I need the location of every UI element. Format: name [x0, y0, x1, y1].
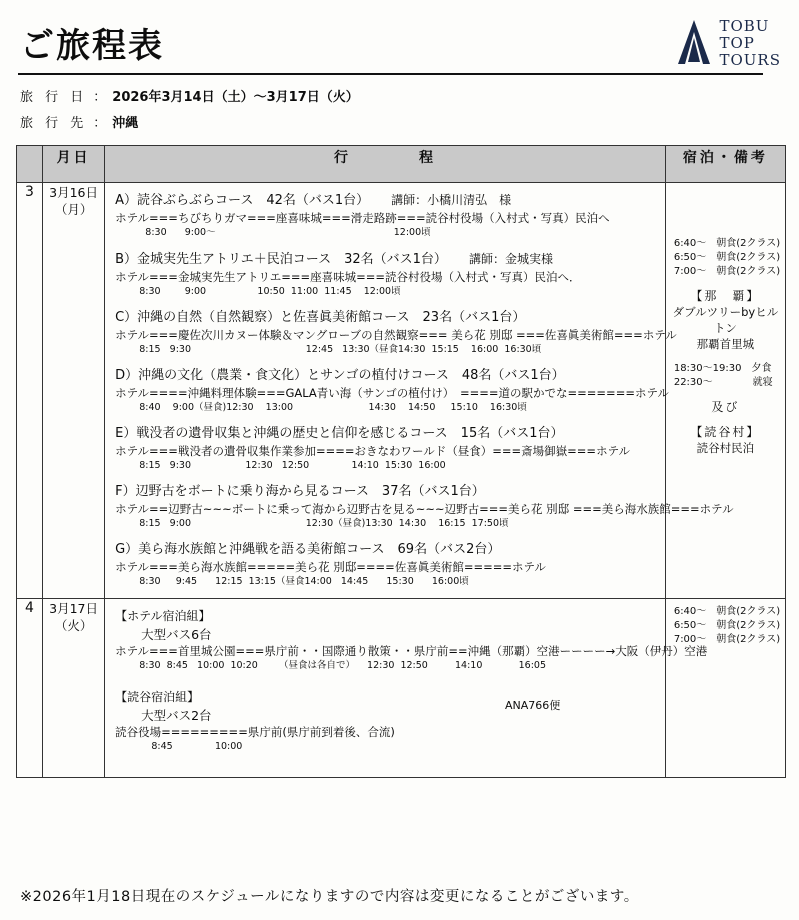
trip-date-label: 旅 行 日: [20, 90, 88, 105]
course-a-teacher: 講師：小橋川清弘 様: [391, 193, 512, 207]
yomitan-heading: 【読谷村】: [690, 425, 761, 439]
notes-spacer-top3: [670, 221, 781, 237]
course-g-times: 8:30 9:45 12:15 13:15（昼食14:00 14:45 15:30 16:00頃: [115, 576, 469, 587]
breakfast-time-3: 7:00～ 朝食(2クラス): [673, 634, 781, 645]
logo-line-1: TOBU: [719, 17, 770, 35]
breakfast-times: [670, 237, 781, 279]
course-e-times: 8:15 9:30 12:30 12:50 14:10 15:30 16:00: [115, 460, 446, 471]
trip-dest-label: 旅 行 先: [20, 116, 88, 131]
trip-date-row: [20, 85, 785, 111]
logo-wordmark: [719, 18, 781, 69]
bedtime: 22:30～ 就寝: [673, 377, 773, 388]
dinner-time: 18:30～19:30 夕食: [673, 363, 772, 374]
col-header-notes: 宿泊・備考: [665, 146, 785, 183]
course-a-route: ホテル===ちびちりガマ===座喜味城===滑走路跡===読谷村役場（入村式・写真）民泊へ: [115, 211, 610, 225]
course-f: [115, 483, 734, 530]
and-block: [670, 400, 781, 415]
trip-date-sep: ：: [93, 90, 107, 105]
course-a-title: [115, 191, 659, 210]
col-header-index: [17, 146, 43, 183]
course-b: [115, 250, 659, 298]
course-c-title: [115, 309, 659, 327]
course-d: [115, 367, 669, 414]
course-d-title-text: D）沖縄の文化（農業・食文化）とサンゴの植付けコース 48名（バス1台）: [115, 368, 565, 383]
course-b-route: ホテル===金城実先生アトリエ===座喜味城===読谷村役場（入村式・写真）民泊へ．: [115, 270, 581, 284]
course-c-route: ホテル===慶佐次川カヌー体験＆マングローブの自然観察=== 美ら花 別邸 ===佐喜眞美術館===ホテル: [115, 328, 677, 342]
trip-meta: [20, 85, 785, 137]
breakfast-time-1: 6:40～ 朝食(2クラス): [673, 238, 781, 249]
col-header-program: 行 程: [105, 146, 666, 183]
breakfast-time-2: 6:50～ 朝食(2クラス): [673, 252, 781, 263]
course-e-route: ホテル===戦没者の遺骨収集作業参加====おきなわワールド（昼食）===斎場御嶽===ホテル: [115, 444, 630, 458]
course-g-route: ホテル===美ら海水族館=====美ら花 別邸====佐喜眞美術館=====ホテル: [115, 560, 546, 574]
group-hotel-route: ホテル===首里城公園===県庁前・・国際通り散策・・県庁前==沖縄（那覇）空港ーーーー→大阪（伊丹）空港: [115, 644, 708, 658]
logo-line-2: TOP: [719, 34, 755, 52]
course-b-times: 8:30 9:00 10:50 11:00 11:45 12:00頃: [115, 286, 401, 297]
logo-line-3: TOURS: [719, 51, 781, 69]
trip-dest-sep: ：: [93, 116, 107, 131]
course-b-title-text: B）金城実先生アトリエ＋民泊コース 32名（バス1台）: [115, 252, 447, 267]
breakfast-time-3: 7:00～ 朝食(2クラス): [673, 266, 781, 277]
breakfast-times: [670, 605, 781, 647]
group-yomitan-times: 8:45 10:00: [115, 741, 243, 752]
group-hotel-buses: 大型バス6台: [141, 627, 212, 642]
row-date-line2: （火）: [54, 618, 93, 633]
table-header-row: [17, 146, 786, 183]
row-date: [43, 183, 105, 599]
course-f-route: ホテル==辺野古~~~ボートに乗って海から辺野古を見る~~~辺野古===美ら花 別邸 ===美ら海水族館===ホテル: [115, 502, 734, 516]
group-hotel-stay: [115, 607, 708, 672]
course-e: [115, 425, 659, 472]
row-notes: [665, 599, 785, 778]
group-hotel-heading: 【ホテル宿泊組】: [115, 609, 211, 623]
hotel-naha-line-2: 那覇首里城: [696, 337, 755, 351]
page-title-text: ご旅程表: [20, 26, 164, 66]
footer-note: ※2026年1月18日現在のスケジュールになりますので内容は変更になることがございます。: [20, 889, 639, 905]
logo: [677, 18, 781, 70]
course-a-title-text: A）読谷ぶらぶらコース 42名（バス1台）: [115, 193, 370, 208]
row-date-line1: 3月16日: [49, 185, 98, 200]
course-e-title-text: E）戦没者の遺骨収集と沖縄の歴史と信仰を感じるコース 15名（バス1台）: [115, 426, 564, 441]
and-label: 及び: [711, 400, 740, 414]
row-index: 3: [17, 183, 43, 599]
course-g: [115, 541, 659, 588]
group-yomitan-heading: 【読谷宿泊組】: [115, 690, 200, 704]
notes-spacer-top2: [670, 205, 781, 221]
group-yomitan-stay: [115, 688, 659, 753]
table-row: [17, 183, 786, 599]
title-divider: [18, 73, 763, 75]
breakfast-time-1: 6:40～ 朝食(2クラス): [673, 606, 781, 617]
trip-date-value: 2026年3月14日（土）～3月17日（火）: [112, 90, 359, 105]
flight-number: ANA766便: [505, 699, 561, 712]
group-yomitan-buses: 大型バス2台: [141, 708, 212, 723]
group-yomitan-route: 読谷役場=========県庁前(県庁前到着後、合流): [115, 725, 395, 739]
page-title: [14, 0, 785, 67]
course-b-title: [115, 250, 659, 269]
course-d-times: 8:40 9:00（昼食)12:30 13:00 14:30 14:50 15:10 16:30頃: [115, 402, 527, 413]
itinerary-table: [16, 145, 786, 778]
yomitan-block: [670, 425, 781, 456]
course-a: [115, 191, 659, 239]
row-date-line2: （月）: [54, 202, 93, 217]
hotel-naha-block: [670, 289, 781, 352]
breakfast-time-2: 6:50～ 朝食(2クラス): [673, 620, 781, 631]
table-row: [17, 599, 786, 778]
trip-dest-value: 沖縄: [112, 116, 139, 131]
row-notes: [665, 183, 785, 599]
evening-times-block: [670, 362, 781, 390]
course-b-teacher: 講師：金城実様: [468, 252, 553, 266]
notes-spacer-top: [670, 189, 781, 205]
course-g-title: [115, 541, 659, 559]
trip-dest-row: [20, 111, 785, 137]
course-f-title: [115, 483, 659, 501]
course-a-times: 8:30 9:00～ 12:00頃: [115, 227, 431, 238]
row-date: [43, 599, 105, 778]
course-c-times: 8:15 9:30 12:45 13:30（昼食14:30 15:15 16:00 16:30頃: [115, 344, 542, 355]
course-f-times: 8:15 9:00 12:30（昼食)13:30 14:30 16:15 17:50頃: [115, 518, 509, 529]
course-d-title: [115, 367, 659, 385]
course-e-title: [115, 425, 659, 443]
col-header-date: 月日: [43, 146, 105, 183]
course-c: [115, 309, 677, 356]
tobu-top-tours-logo-icon: [677, 18, 711, 70]
group-hotel-times: 8:30 8:45 10:00 10:20 （昼食は各自で） 12:30 12:50 14:10 16:05: [115, 660, 547, 671]
row-index: 4: [17, 599, 43, 778]
course-g-title-text: G）美ら海水族館と沖縄戦を語る美術館コース 69名（バス2台）: [115, 542, 501, 557]
row-program: [105, 599, 708, 778]
course-d-route: ホテル====沖縄料理体験===GALA青い海（サンゴの植付け） ====道の駅かでな=======ホテル: [115, 386, 669, 400]
row-date-line1: 3月17日: [49, 601, 98, 616]
hotel-naha-line-1: ダブルツリーbyヒルトン: [672, 305, 779, 335]
yomitan-line-1: 読谷村民泊: [696, 441, 755, 455]
course-c-title-text: C）沖縄の自然（自然観察）と佐喜眞美術館コース 23名（バス1台）: [115, 310, 526, 325]
course-f-title-text: F）辺野古をボートに乗り海から見るコース 37名（バス1台）: [115, 484, 485, 499]
hotel-naha-heading: 【那 覇】: [690, 289, 761, 303]
